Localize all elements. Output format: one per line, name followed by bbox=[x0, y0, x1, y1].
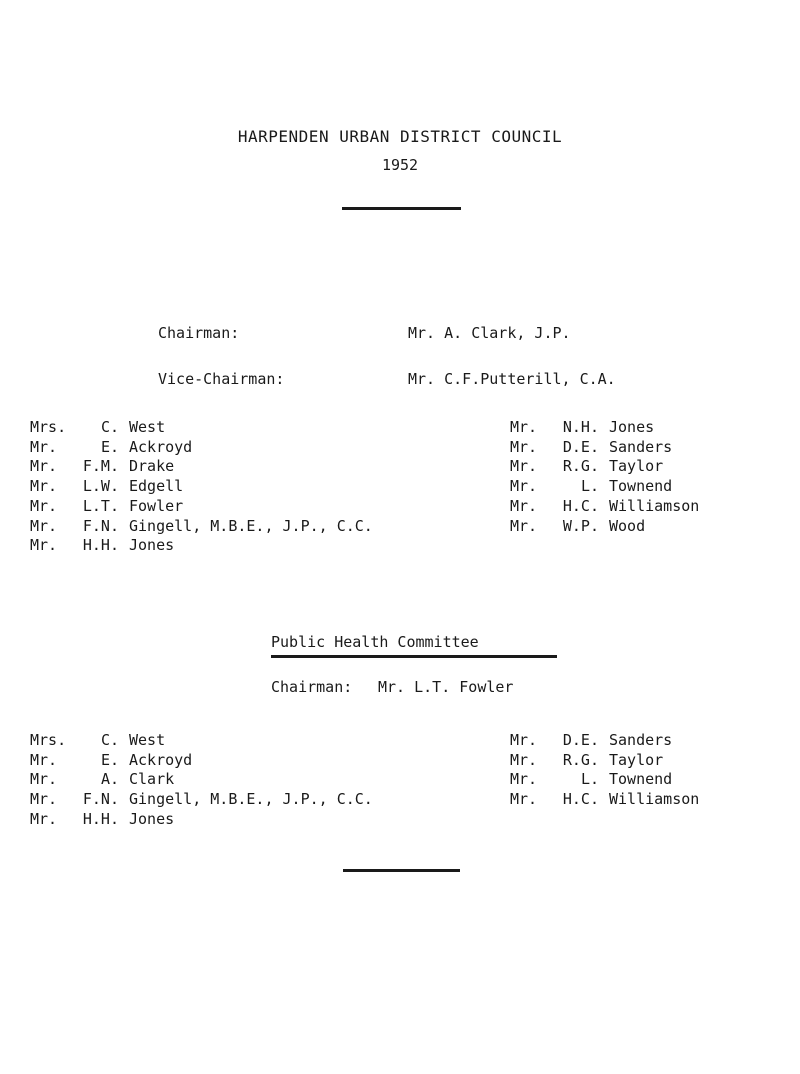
member-name: Clark bbox=[129, 770, 175, 789]
member-initials: H.C. bbox=[562, 790, 599, 809]
member-initials: L. bbox=[580, 770, 599, 789]
member-initials: L.T. bbox=[82, 496, 119, 515]
member-row bbox=[30, 457, 174, 476]
member-initials: H.C. bbox=[562, 496, 599, 515]
member-name: Drake bbox=[129, 457, 175, 476]
member-row bbox=[30, 751, 192, 770]
chairman-name: Mr. A. Clark, J.P. bbox=[408, 324, 571, 342]
member-title: Mr. bbox=[510, 516, 538, 535]
member-row bbox=[510, 497, 699, 516]
vice-chairman-name: Mr. C.F.Putterill, C.A. bbox=[408, 370, 616, 388]
member-name: Gingell, M.B.E., J.P., C.C. bbox=[129, 516, 373, 535]
member-initials: E. bbox=[100, 437, 119, 456]
member-title: Mr. bbox=[30, 790, 58, 809]
member-title: Mr. bbox=[510, 790, 538, 809]
member-name: Taylor bbox=[609, 457, 664, 476]
member-name: Ackroyd bbox=[129, 437, 193, 456]
member-title: Mr. bbox=[510, 770, 538, 789]
member-title: Mrs. bbox=[30, 418, 67, 436]
committee-heading-underline bbox=[271, 655, 557, 658]
member-row bbox=[510, 438, 672, 457]
member-row bbox=[30, 770, 174, 789]
member-title: Mr. bbox=[30, 536, 58, 555]
member-initials: F.N. bbox=[82, 790, 119, 809]
member-name: Sanders bbox=[609, 731, 673, 749]
member-row bbox=[510, 770, 672, 789]
member-row bbox=[30, 536, 174, 555]
member-name: West bbox=[129, 418, 166, 436]
member-row bbox=[510, 418, 654, 437]
member-row bbox=[30, 497, 183, 516]
member-title: Mr. bbox=[30, 809, 58, 828]
member-title: Mr. bbox=[30, 516, 58, 535]
header-divider bbox=[342, 207, 461, 210]
member-row bbox=[30, 477, 183, 496]
member-initials: N.H. bbox=[562, 418, 599, 436]
member-name: Townend bbox=[609, 770, 673, 789]
member-initials: A. bbox=[100, 770, 119, 789]
committee-chairman-label: Chairman: bbox=[271, 678, 353, 696]
member-initials: W.P. bbox=[562, 516, 599, 535]
member-title: Mrs. bbox=[30, 731, 67, 749]
member-row bbox=[30, 731, 165, 750]
committee-heading: Public Health Committee bbox=[271, 633, 479, 651]
council-title: HARPENDEN URBAN DISTRICT COUNCIL bbox=[237, 127, 563, 146]
member-name: Sanders bbox=[609, 437, 673, 456]
member-title: Mr. bbox=[30, 477, 58, 496]
member-initials: R.G. bbox=[562, 457, 599, 476]
member-name: Williamson bbox=[609, 790, 700, 809]
member-name: Ackroyd bbox=[129, 750, 193, 769]
member-row bbox=[510, 790, 699, 809]
member-name: Jones bbox=[129, 536, 175, 555]
document-year: 1952 bbox=[381, 156, 419, 174]
member-initials: H.H. bbox=[82, 809, 119, 828]
member-row bbox=[30, 790, 373, 809]
member-initials: R.G. bbox=[562, 750, 599, 769]
member-title: Mr. bbox=[510, 437, 538, 456]
member-title: Mr. bbox=[510, 477, 538, 496]
member-row bbox=[510, 457, 663, 476]
member-name: Jones bbox=[129, 809, 175, 828]
member-initials: F.M. bbox=[82, 457, 119, 476]
member-row bbox=[510, 477, 672, 496]
member-name: Williamson bbox=[609, 496, 700, 515]
footer-divider bbox=[343, 869, 460, 872]
chairman-label: Chairman: bbox=[158, 324, 240, 342]
member-initials: C. bbox=[100, 731, 119, 749]
member-initials: L.W. bbox=[82, 477, 119, 496]
member-name: Taylor bbox=[609, 750, 664, 769]
member-name: Townend bbox=[609, 477, 673, 496]
member-name: Gingell, M.B.E., J.P., C.C. bbox=[129, 790, 373, 809]
member-row bbox=[30, 810, 174, 829]
member-initials: C. bbox=[100, 418, 119, 436]
member-initials: L. bbox=[580, 477, 599, 496]
member-initials: F.N. bbox=[82, 516, 119, 535]
vice-chairman-label: Vice-Chairman: bbox=[158, 370, 285, 388]
member-name: Edgell bbox=[129, 477, 184, 496]
member-title: Mr. bbox=[510, 457, 538, 476]
member-row bbox=[510, 751, 663, 770]
member-initials: H.H. bbox=[82, 536, 119, 555]
member-name: Jones bbox=[609, 418, 655, 436]
member-initials: E. bbox=[100, 750, 119, 769]
member-title: Mr. bbox=[510, 731, 538, 749]
committee-chairman-name: Mr. L.T. Fowler bbox=[378, 678, 514, 696]
member-title: Mr. bbox=[30, 457, 58, 476]
member-row bbox=[510, 731, 672, 750]
member-name: Fowler bbox=[129, 496, 184, 515]
member-name: Wood bbox=[609, 516, 646, 535]
member-row bbox=[30, 418, 165, 437]
member-title: Mr. bbox=[510, 496, 538, 515]
member-title: Mr. bbox=[30, 750, 58, 769]
member-title: Mr. bbox=[30, 496, 58, 515]
member-title: Mr. bbox=[30, 437, 58, 456]
member-title: Mr. bbox=[30, 770, 58, 789]
member-title: Mr. bbox=[510, 418, 538, 436]
member-row bbox=[510, 517, 645, 536]
member-title: Mr. bbox=[510, 750, 538, 769]
member-initials: D.E. bbox=[562, 731, 599, 749]
member-row bbox=[30, 517, 373, 536]
member-name: West bbox=[129, 731, 166, 749]
member-row bbox=[30, 438, 192, 457]
member-initials: D.E. bbox=[562, 437, 599, 456]
